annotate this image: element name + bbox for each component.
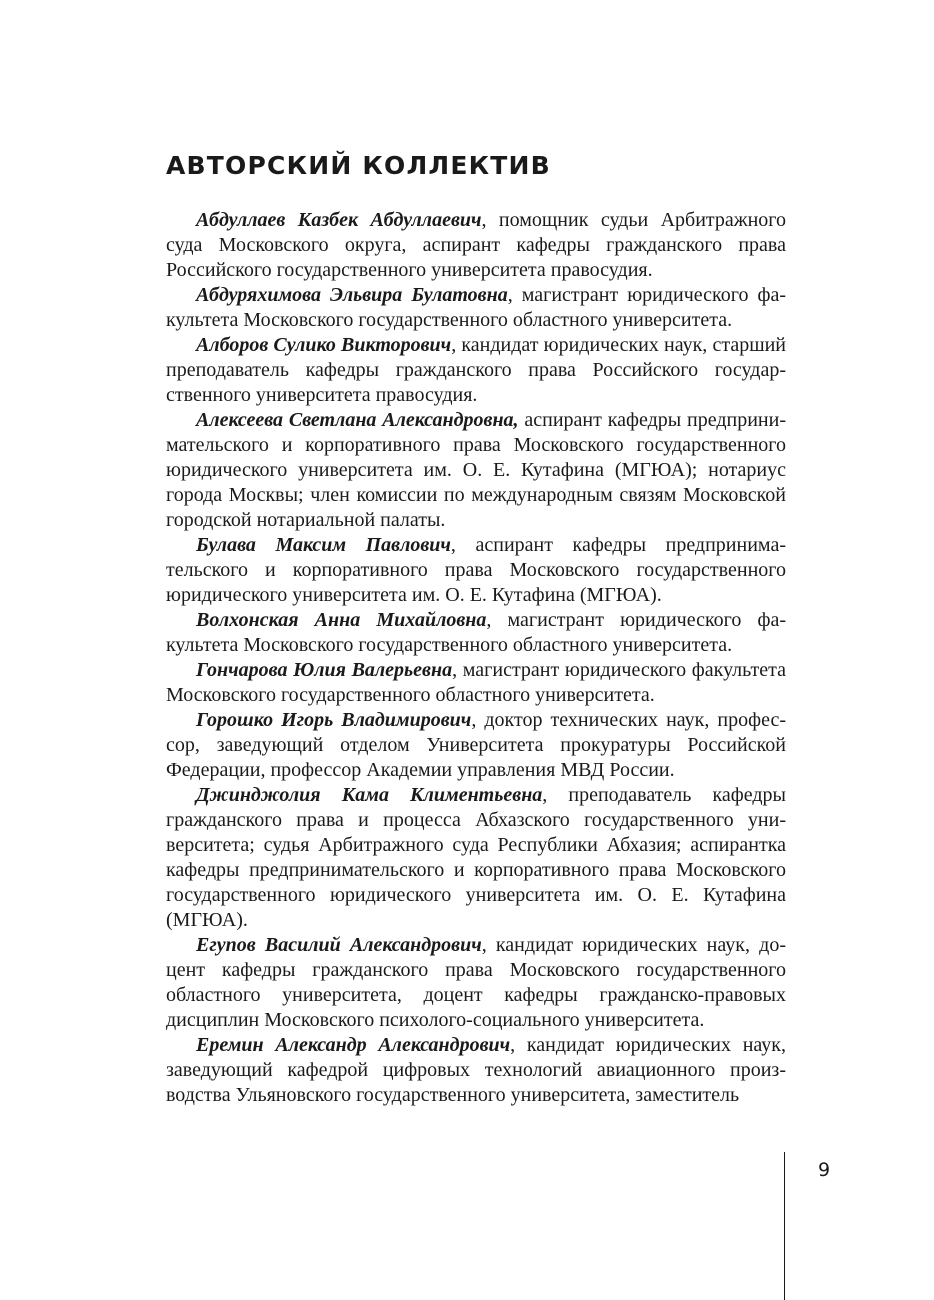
author-entry	[166, 608, 786, 658]
author-name: Алборов Сулико Викторович	[196, 334, 452, 356]
author-name: Абдуллаев Казбек Абдуллаевич	[196, 209, 482, 231]
author-description: , аспирант кафедры предпринимательского и корпоративного права Московского государственного юридического университета им. О. Е. Кутафина (МГЮА).	[166, 534, 786, 606]
author-name: Алексеева Светлана Александровна,	[196, 409, 519, 431]
author-description: , магистрант юридического факультета Московского государственного областного университета.	[166, 659, 787, 706]
author-name: Абдуряхимова Эльвира Булатовна	[196, 284, 508, 306]
author-entry	[166, 333, 786, 408]
author-description: , помощник судьи Арбитражного суда Московского округа, аспирант кафедры гражданского права Российского государственного университета правосудия.	[166, 209, 786, 281]
author-list	[166, 208, 786, 1108]
author-entry	[166, 783, 786, 933]
author-description: аспирант кафедры предпринимательского и корпоративного права Московского государственного юридического университета им. О. Е. Кутафина (МГЮА); нотариус города Москвы; член комиссии по международным связям Московской городской нотариальной палаты.	[166, 409, 786, 531]
author-name: Булава Максим Павлович	[196, 534, 451, 556]
author-description: , доктор технических наук, профессор, заведующий отделом Университета прокуратуры Российской Федерации, профессор Академии управления МВД России.	[166, 709, 786, 781]
author-description: , магистрант юридического факультета Московского государственного областного университета.	[166, 284, 786, 331]
author-description: , магистрант юридического факультета Московского государственного областного университета.	[166, 609, 786, 656]
author-entry	[166, 533, 786, 608]
page-margin-rule	[784, 1152, 785, 1300]
author-description: , кандидат юридических наук, заведующий кафедрой цифровых технологий авиационного производства Ульяновского государственного университета, заместитель	[166, 1034, 786, 1106]
author-name: Егупов Василий Александрович	[196, 934, 482, 956]
author-name: Еремин Александр Александрович	[196, 1034, 511, 1056]
author-entry	[166, 1033, 786, 1108]
page-title: АВТОРСКИЙ КОЛЛЕКТИВ	[166, 151, 551, 180]
author-entry	[166, 708, 786, 783]
author-name: Волхонская Анна Михайловна	[196, 609, 487, 631]
author-entry	[166, 408, 786, 533]
author-name: Горошко Игорь Владимирович	[196, 709, 472, 731]
author-entry	[166, 933, 786, 1033]
page-number: 9	[818, 1159, 831, 1181]
author-entry	[166, 208, 786, 283]
author-description: , кандидат юридических наук, старший преподаватель кафедры гражданского права Российского государственного университета правосудия.	[166, 334, 786, 406]
author-description: , преподаватель кафедры гражданского права и процесса Абхазского государственного университета; судья Арбитражного суда Республики Абхазия; аспирантка кафедры предпринимательского и корпоративного права Московского государственного юридического университета им. О. Е. Кутафина (МГЮА).	[166, 784, 786, 931]
author-name: Гончарова Юлия Валерьевна	[196, 659, 453, 681]
author-name: Джинджолия Кама Климентьевна	[196, 784, 543, 806]
author-entry	[166, 658, 786, 708]
author-description: , кандидат юридических наук, доцент кафедры гражданского права Московского государственного областного университета, доцент кафедры гражданско-правовых дисциплин Московского психолого-социального университета.	[166, 934, 787, 1031]
author-entry	[166, 283, 786, 333]
